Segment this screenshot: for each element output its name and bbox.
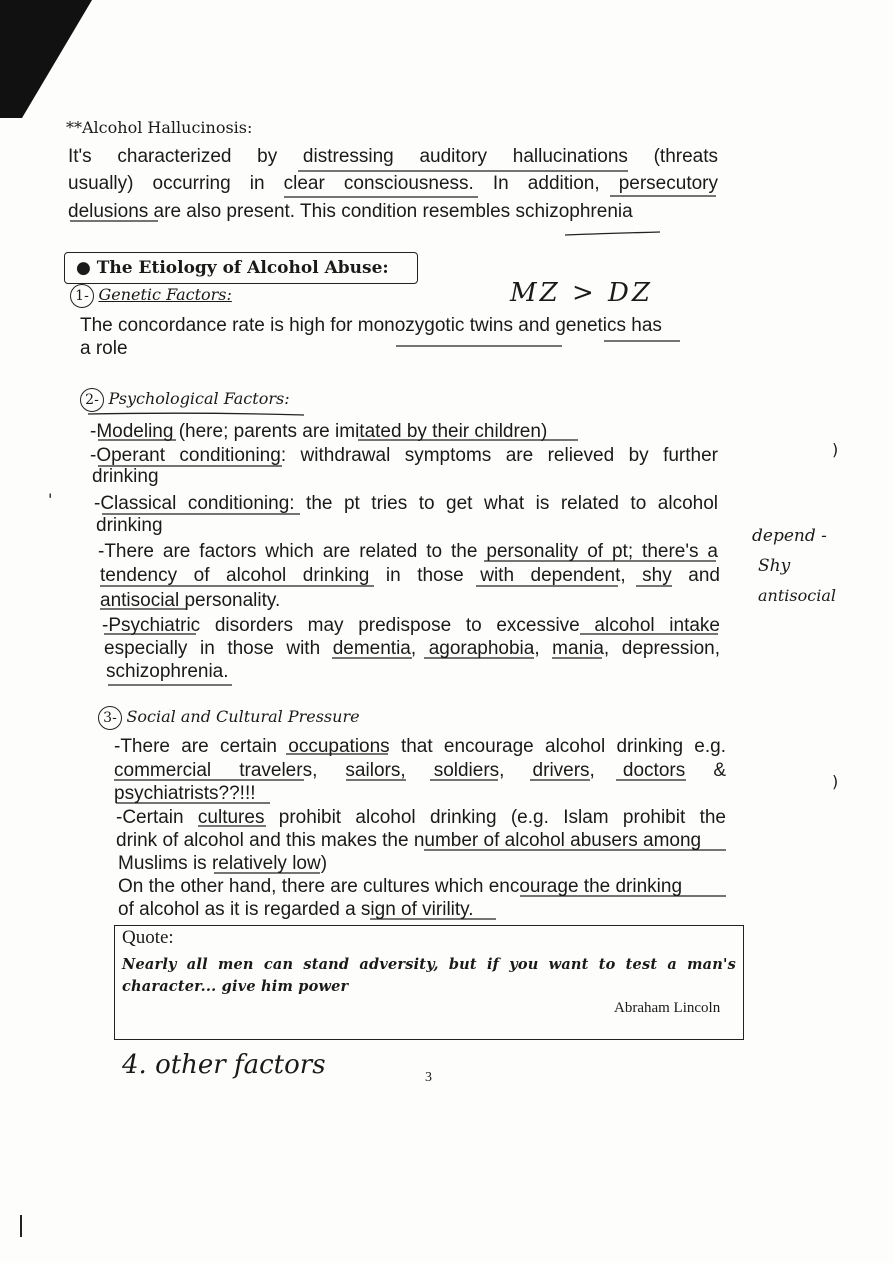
handwritten-other-factors: 4. other factors <box>122 1050 326 1080</box>
margin-note-antisocial: antisocial <box>758 586 836 605</box>
psych-heading-row <box>80 388 290 412</box>
quote-author: Abraham Lincoln <box>614 1000 721 1016</box>
genetic-heading-row <box>70 284 232 308</box>
social-heading-row <box>98 706 360 730</box>
margin-paren-1: ) <box>832 440 839 459</box>
quote-line-2: character... give him power <box>122 978 349 995</box>
psych-line-0: -Modeling (here; parents are imitated by their children) <box>90 421 548 442</box>
genetic-handwritten-note: MZ > DZ <box>510 278 653 308</box>
social-line-3: -Certain cultures prohibit alcohol drinking (e.g. Islam prohibit the <box>116 807 726 828</box>
page-number: 3 <box>425 1070 432 1085</box>
margin-note-depend: depend - <box>752 526 827 546</box>
psych-line-9: especially in those with dementia, agoraphobia, mania, depression, <box>104 638 720 659</box>
psych-line-8: -Psychiatric disorders may predispose to excessive alcohol intake <box>102 615 720 636</box>
quote-line-1: Nearly all men can stand adversity, but if you want to test a man's <box>122 956 736 973</box>
hallucinosis-line-1: It's characterized by distressing auditory hallucinations (threats <box>68 146 718 167</box>
social-line-7: of alcohol as it is regarded a sign of virility. <box>118 899 474 920</box>
etiology-title <box>76 258 389 278</box>
psych-line-10: schizophrenia. <box>106 661 229 682</box>
scan-corner-shadow <box>0 0 95 120</box>
genetic-number: 1- <box>70 284 94 308</box>
psych-number: 2- <box>80 388 104 412</box>
psych-line-1: -Operant conditioning: withdrawal symptoms are relieved by further <box>90 445 718 466</box>
hallucinosis-heading: **Alcohol Hallucinosis: <box>66 118 253 137</box>
psych-line-5: -There are factors which are related to the personality of pt; there's a <box>98 541 718 562</box>
hallucinosis-line-2: usually) occurring in clear consciousness. In addition, persecutory <box>68 173 718 194</box>
etiology-title-text: The Etiology of Alcohol Abuse: <box>96 258 389 278</box>
social-number: 3- <box>98 706 122 730</box>
social-line-5: Muslims is relatively low) <box>118 853 328 874</box>
social-heading: Social and Cultural Pressure <box>126 707 360 726</box>
social-line-2: psychiatrists??!!! <box>114 783 256 804</box>
psych-line-3: -Classical conditioning: the pt tries to get what is related to alcohol <box>94 493 718 514</box>
genetic-line-1: The concordance rate is high for monozygotic twins and genetics has <box>80 315 662 336</box>
genetic-line-2: a role <box>80 338 128 359</box>
psych-line-4: drinking <box>96 515 163 536</box>
scan-edge-mark <box>20 1215 22 1237</box>
social-line-0: -There are certain occupations that encourage alcohol drinking e.g. <box>114 736 726 757</box>
social-line-1: commercial travelers, sailors, soldiers, drivers, doctors & <box>114 760 726 781</box>
psych-heading: Psychological Factors: <box>108 389 290 408</box>
social-line-6: On the other hand, there are cultures which encourage the drinking <box>118 876 683 897</box>
margin-note-shy: Shy <box>758 556 791 576</box>
bullet-icon: ● <box>76 258 91 278</box>
hallucinosis-line-3: delusions are also present. This condition resembles schizophrenia <box>68 201 633 222</box>
quote-label: Quote: <box>122 927 174 948</box>
psych-line-6: tendency of alcohol drinking in those with dependent, shy and <box>100 565 720 586</box>
psych-line-2: drinking <box>92 466 159 487</box>
genetic-heading: Genetic Factors: <box>98 285 232 304</box>
social-line-4: drink of alcohol and this makes the number of alcohol abusers among <box>116 830 702 851</box>
psych-line-7: antisocial personality. <box>100 590 281 611</box>
margin-paren-2: ) <box>832 772 839 791</box>
margin-left-tick: ' <box>48 490 53 509</box>
